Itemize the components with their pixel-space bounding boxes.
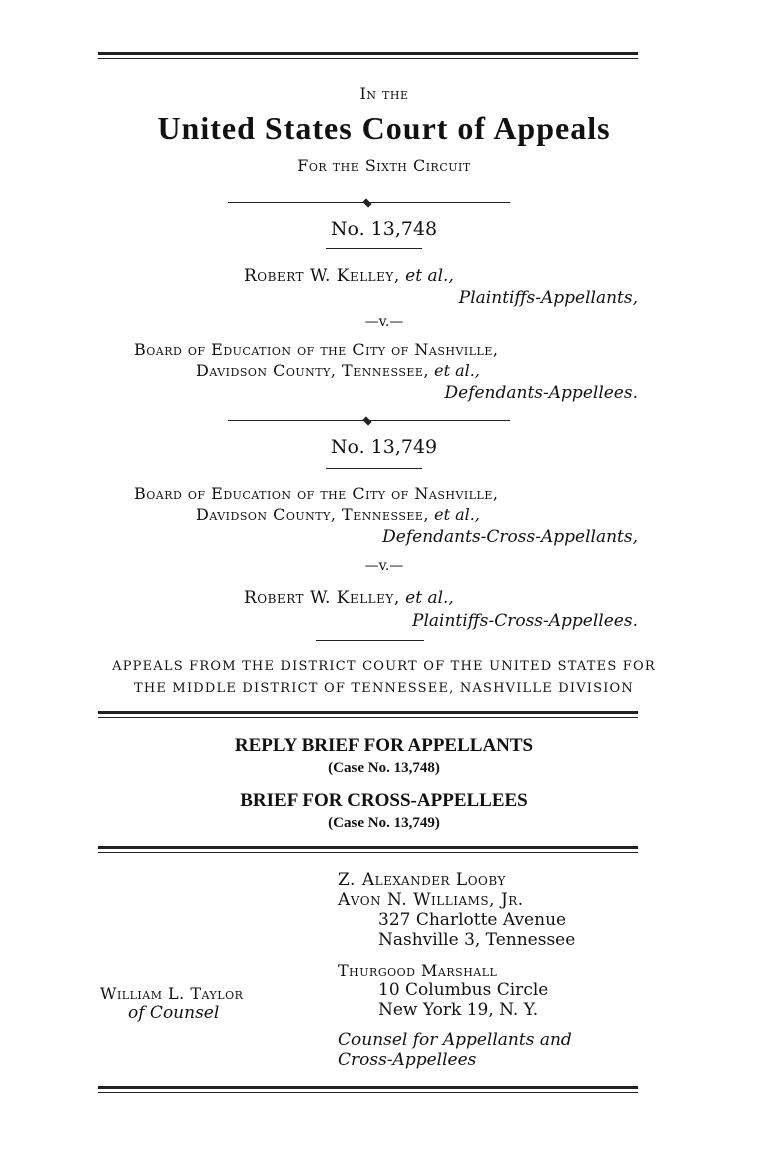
case2-number-underline: [326, 468, 422, 469]
counsel-name-looby: Z. Alexander Looby: [338, 870, 506, 890]
case2-party2-etal: et al.,: [405, 588, 454, 608]
case2-party1-line2: [196, 505, 480, 524]
case2-versus: —v.—: [364, 558, 404, 574]
circuit-label: For the Sixth Circuit: [297, 156, 471, 175]
counsel-role-line1: Counsel for Appellants and: [338, 1030, 572, 1050]
counsel-role-line2: Cross-Appellees: [338, 1050, 477, 1070]
counsel-name-marshall: Thurgood Marshall: [338, 961, 498, 980]
cross-appellees-brief-title: BRIEF FOR CROSS-APPELLEES: [240, 790, 528, 811]
court-name: United States Court of Appeals: [157, 110, 611, 146]
counsel-name-williams: Avon N. Williams, Jr.: [338, 890, 524, 910]
diamond-divider-1: [228, 198, 510, 208]
diamond-ornament-icon: [362, 416, 371, 425]
counsel-address2-line2: New York 19, N. Y.: [378, 1000, 539, 1020]
of-counsel-label: of Counsel: [128, 1003, 220, 1023]
case1-number-underline: [326, 248, 422, 249]
top-double-rule: [98, 52, 638, 59]
case2-number: No. 13,749: [330, 436, 438, 458]
counsel-address1-line2: Nashville 3, Tennessee: [378, 930, 576, 950]
appeals-line2: THE MIDDLE DISTRICT OF TENNESSEE, NASHVILLE DIVISION: [134, 681, 634, 696]
case1-party2-line2: [196, 361, 480, 380]
case1-party2-etal: et al.,: [434, 361, 480, 380]
lower-double-rule: [98, 846, 638, 853]
cross-appellees-brief-case: (Case No. 13,749): [328, 815, 440, 831]
case2-party2: [244, 588, 454, 608]
case2-party2-role: Plaintiffs-Cross-Appellees.: [412, 611, 638, 631]
counsel-address1-line1: 327 Charlotte Avenue: [378, 910, 567, 930]
case1-party1-name: Robert W. Kelley,: [244, 266, 400, 286]
in-the-label: In the: [359, 84, 409, 103]
case2-party1-name: Davidson County, Tennessee,: [196, 505, 430, 524]
case2-party1-etal: et al.,: [434, 505, 480, 524]
case2-end-rule: [316, 640, 424, 641]
case1-versus: —v.—: [364, 314, 404, 330]
bottom-double-rule: [98, 1086, 638, 1093]
case1-party1-etal: et al.,: [405, 266, 454, 286]
reply-brief-case: (Case No. 13,748): [328, 760, 440, 776]
diamond-ornament-icon: [362, 198, 371, 207]
middle-double-rule: [98, 711, 638, 718]
counsel-address2-line1: 10 Columbus Circle: [378, 980, 549, 1000]
diamond-divider-2: [228, 416, 510, 426]
case1-party2-line1: Board of Education of the City of Nashville,: [134, 340, 499, 359]
of-counsel-name: William L. Taylor: [100, 984, 244, 1003]
appeals-line1: APPEALS FROM THE DISTRICT COURT OF THE UNITED STATES FOR: [112, 659, 656, 674]
case1-party1-role: Plaintiffs-Appellants,: [458, 288, 638, 308]
case2-party1-line1: Board of Education of the City of Nashville,: [134, 484, 499, 503]
case1-party2-name: Davidson County, Tennessee,: [196, 361, 430, 380]
case1-party1: [244, 266, 454, 286]
case2-party2-name: Robert W. Kelley,: [244, 588, 400, 608]
reply-brief-title: REPLY BRIEF FOR APPELLANTS: [234, 735, 534, 756]
case1-party2-role: Defendants-Appellees.: [444, 383, 638, 403]
case2-party1-role: Defendants-Cross-Appellants,: [382, 527, 638, 547]
case1-number: No. 13,748: [330, 218, 438, 240]
